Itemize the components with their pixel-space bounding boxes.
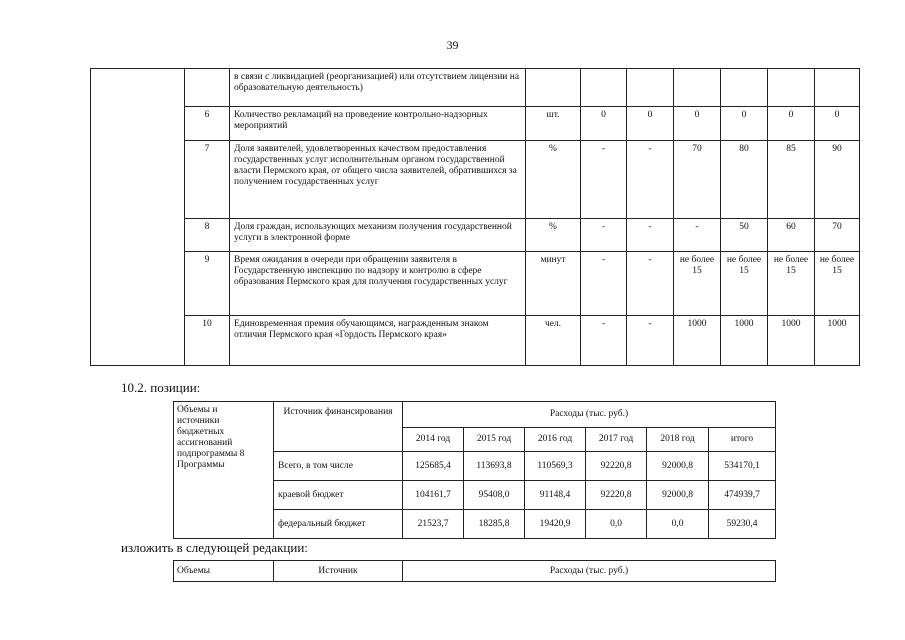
indicator-description: Время ожидания в очереди при обращении заявителя в Государственную инспекцию по надзору и контролю в сфере образования Пермского края для получения государственных услуг [230,252,526,316]
indicator-value [768,69,815,107]
expenses-header: Расходы (тыс. руб.) [403,561,776,582]
indicator-value [721,69,768,107]
budget-value: 125685,4 [403,452,464,481]
budget-value: 95408,0 [464,481,525,510]
indicator-value: не более 15 [721,252,768,316]
expenses-header: Расходы (тыс. руб.) [403,402,776,428]
indicator-value: - [627,219,674,252]
indicator-value: 0 [721,107,768,141]
indicator-description: Количество рекламаций на проведение контрольно-надзорных мероприятий [230,107,526,141]
indicator-value: 60 [768,219,815,252]
indicator-value: 70 [815,219,860,252]
budget-value: 0,0 [647,510,709,539]
budget-value: 21523,7 [403,510,464,539]
budget-value: 91148,4 [525,481,586,510]
indicator-value [674,69,721,107]
indicator-description: в связи с ликвидацией (реорганизацией) или отсутствием лицензии на образовательную деятельность) [230,69,526,107]
indicator-value [581,69,627,107]
indicator-value: 1000 [674,316,721,366]
indicator-value: 1000 [721,316,768,366]
indicator-value: 0 [627,107,674,141]
indicator-value: - [581,219,627,252]
indicator-row [91,316,860,366]
indicator-value [627,69,674,107]
indicator-value: 70 [674,141,721,219]
budget-label: Объемы и источники бюджетных ассигнований подпрограммы 8 Программы [174,402,274,539]
indicator-description: Доля граждан, использующих механизм получения государственной услуги в электронной форме [230,219,526,252]
edit-heading: изложить в следующей редакции: [121,540,308,555]
year-header: 2017 год [586,428,647,452]
budget-value: 18285,8 [464,510,525,539]
indicator-value: - [627,252,674,316]
indicator-unit: шт. [526,107,581,141]
indicator-number: 8 [185,219,230,252]
indicator-value [815,69,860,107]
budget-table-new [173,560,776,582]
indicators-table [90,68,860,366]
indicator-value: 85 [768,141,815,219]
indicator-value: - [627,141,674,219]
funding-source: краевой бюджет [274,481,403,510]
indicator-description: Доля заявителей, удовлетворенных качеством предоставления государственных услуг исполнительным органом государственной власти Пермского края, от общего числа заявителей, обратившихся за получением государственных услуг [230,141,526,219]
indicator-value: 80 [721,141,768,219]
indicator-value: 90 [815,141,860,219]
indicator-unit: минут [526,252,581,316]
year-header: 2015 год [464,428,525,452]
section-heading: 10.2. позиции: [121,380,201,395]
indicator-unit: % [526,141,581,219]
indicator-value: 0 [768,107,815,141]
indicator-value: - [627,316,674,366]
indicator-value: не более 15 [768,252,815,316]
indicator-number: 6 [185,107,230,141]
funding-source: федеральный бюджет [274,510,403,539]
indicator-unit: % [526,219,581,252]
funding-source: Всего, в том числе [274,452,403,481]
indicator-value: не более 15 [674,252,721,316]
budget-value: 92220,8 [586,481,647,510]
indicator-number: 7 [185,141,230,219]
budget-label: Объемы [174,561,274,582]
indicator-number: 9 [185,252,230,316]
indicator-value: 50 [721,219,768,252]
indicator-number [185,69,230,107]
indicator-row [91,219,860,252]
budget-table-old [173,401,776,539]
indicator-description: Единовременная премия обучающимся, награжденным знаком отличия Пермского края «Гордость Пермского края» [230,316,526,366]
indicator-value: 1000 [815,316,860,366]
year-header: 2018 год [647,428,709,452]
year-header: итого [709,428,776,452]
indicator-row [91,107,860,141]
budget-value: 113693,8 [464,452,525,481]
indicator-value: 0 [581,107,627,141]
budget-value: 92000,8 [647,481,709,510]
indicator-row [91,141,860,219]
year-header: 2014 год [403,428,464,452]
indicator-value: - [674,219,721,252]
blank-cell [91,69,185,366]
source-header: Источник финансирования [274,402,403,452]
page-number: 39 [446,38,459,52]
indicator-value: 1000 [768,316,815,366]
indicator-value: 0 [815,107,860,141]
budget-value: 104161,7 [403,481,464,510]
indicator-value: - [581,316,627,366]
indicator-value: не более 15 [815,252,860,316]
budget-value: 92000,8 [647,452,709,481]
indicator-number: 10 [185,316,230,366]
year-header: 2016 год [525,428,586,452]
budget-value: 0,0 [586,510,647,539]
indicator-unit [526,69,581,107]
indicator-unit: чел. [526,316,581,366]
budget-value: 474939,7 [709,481,776,510]
indicator-value: 0 [674,107,721,141]
indicator-value: - [581,252,627,316]
budget-value: 59230,4 [709,510,776,539]
budget-value: 19420,9 [525,510,586,539]
indicator-row [91,69,860,107]
source-header: Источник [274,561,403,582]
indicator-row [91,252,860,316]
indicator-value: - [581,141,627,219]
budget-value: 92220,8 [586,452,647,481]
budget-value: 534170,1 [709,452,776,481]
budget-value: 110569,3 [525,452,586,481]
